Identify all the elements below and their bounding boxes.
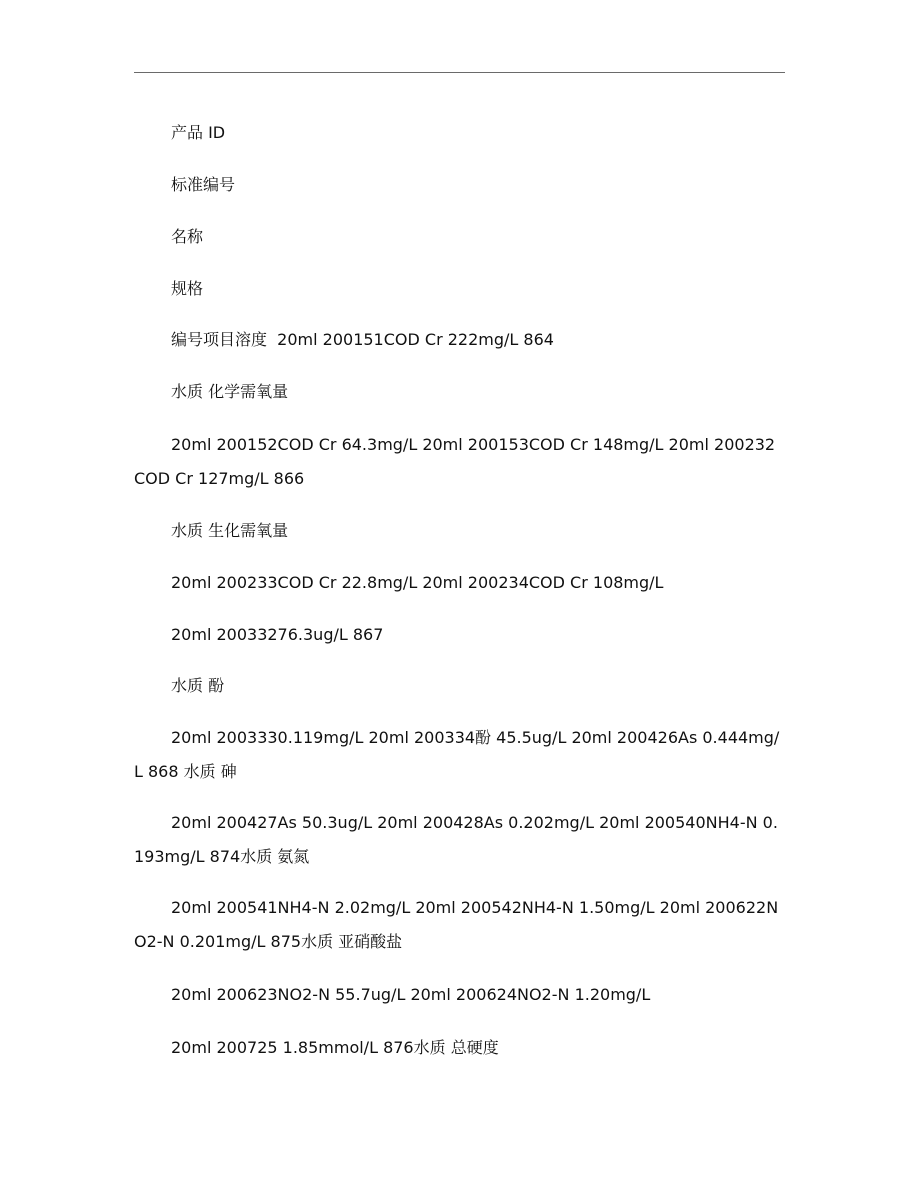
line-product-id: 产品 ID — [171, 123, 226, 142]
line-entries-bod: 20ml 200233COD Cr 22.8mg/L 20ml 200234COD Cr 108mg/L — [171, 573, 664, 592]
line-standard-number: 标准编号 — [171, 175, 236, 194]
line-header-row: 编号项目溶度 20ml 200151COD Cr 222mg/L 864 — [171, 330, 554, 349]
line-entries-ammonia-nitrite: 20ml 200541NH4-N 2.02mg/L 20ml 200542NH4-N 1.50mg/L 20ml 200622NO2-N 0.201mg/L 875水质 亚硝酸盐 — [134, 898, 779, 951]
line-entries-cod: 20ml 200152COD Cr 64.3mg/L 20ml 200153COD Cr 148mg/L 20ml 200232COD Cr 127mg/L 866 — [134, 435, 776, 488]
line-entries-phenol-arsenic: 20ml 2003330.119mg/L 20ml 200334酚 45.5ug/L 20ml 200426As 0.444mg/L 868 水质 砷 — [134, 728, 780, 781]
line-name: 名称 — [171, 227, 204, 246]
line-category-cod: 水质 化学需氧量 — [171, 382, 289, 401]
line-entries-nitrite: 20ml 200623NO2-N 55.7ug/L 20ml 200624NO2-N 1.20mg/L — [171, 985, 651, 1004]
header-rule — [134, 72, 785, 73]
line-entries-arsenic-ammonia: 20ml 200427As 50.3ug/L 20ml 200428As 0.202mg/L 20ml 200540NH4-N 0.193mg/L 874水质 氨氮 — [134, 813, 778, 866]
line-category-phenol: 水质 酚 — [171, 676, 225, 695]
line-spec: 规格 — [171, 279, 204, 298]
line-entry-867: 20ml 20033276.3ug/L 867 — [171, 625, 384, 644]
line-category-bod: 水质 生化需氧量 — [171, 521, 289, 540]
line-entries-hardness: 20ml 200725 1.85mmol/L 876水质 总硬度 — [171, 1038, 499, 1057]
